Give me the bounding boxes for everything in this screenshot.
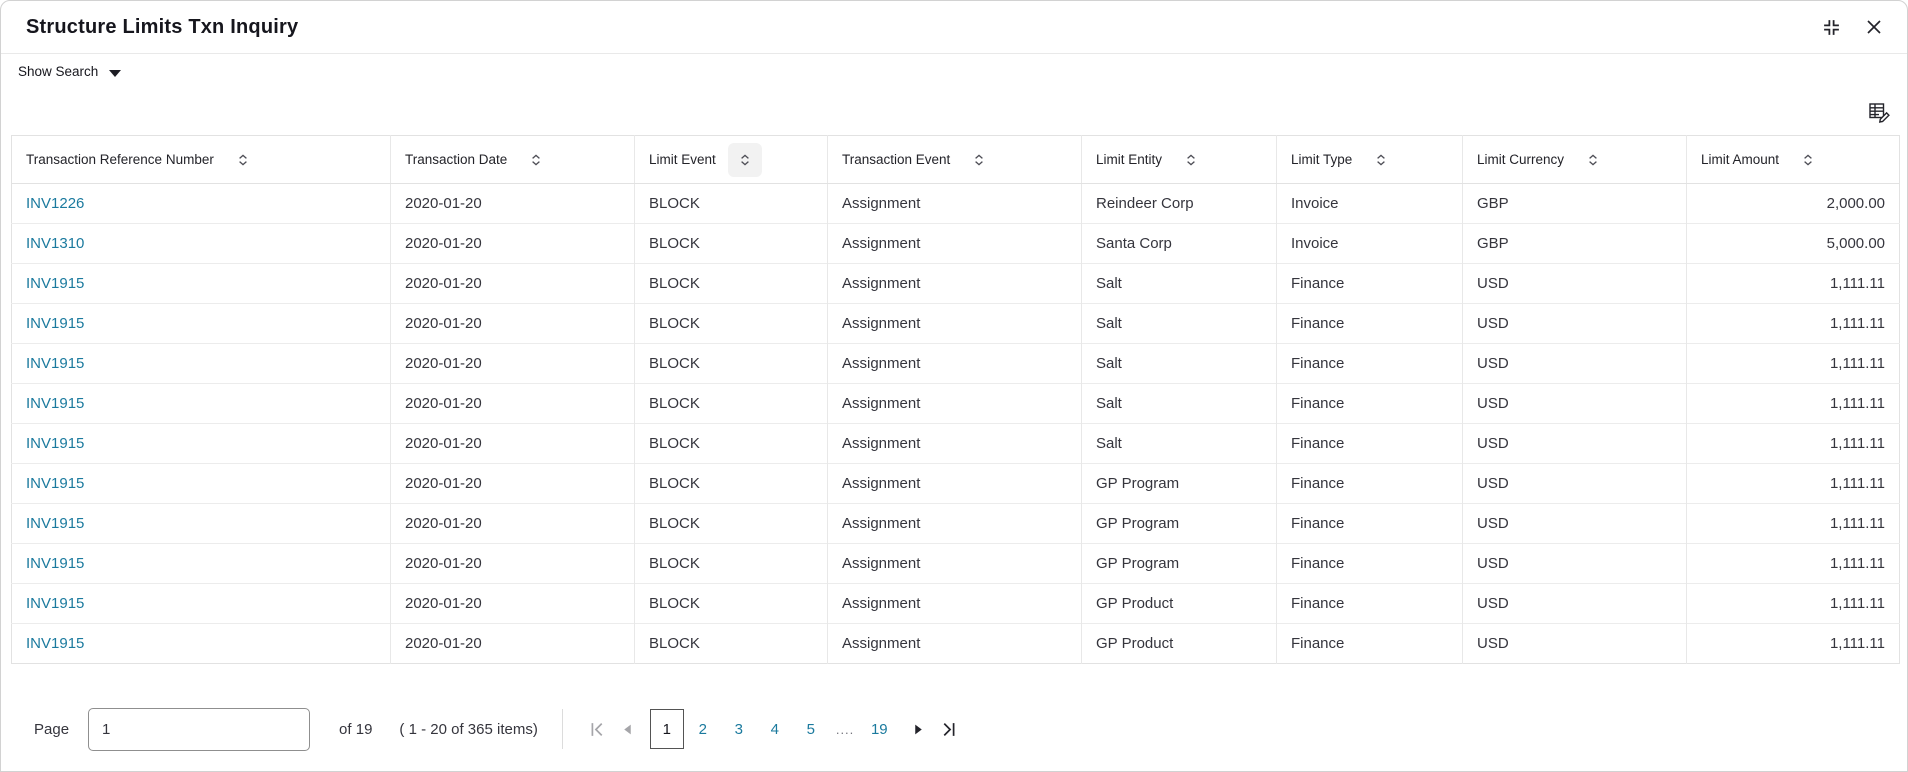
pagination-divider	[562, 709, 563, 749]
txn-ref-link[interactable]: INV1915	[26, 595, 85, 612]
cell-transaction-reference-number	[12, 184, 391, 224]
column-header-limit-amount[interactable]	[1687, 136, 1900, 184]
cell-transaction-event: Assignment	[828, 424, 1082, 464]
titlebar	[1, 1, 1907, 54]
show-search-toggle[interactable]	[14, 62, 125, 81]
cell-transaction-event: Assignment	[828, 224, 1082, 264]
cell-limit-amount: 1,111.11	[1687, 544, 1900, 584]
cell-limit-type: Invoice	[1277, 184, 1463, 224]
cell-limit-type: Finance	[1277, 304, 1463, 344]
transactions-table	[11, 135, 1900, 664]
cell-limit-type: Finance	[1277, 464, 1463, 504]
cell-limit-currency: USD	[1463, 464, 1687, 504]
page-number-input[interactable]	[88, 708, 310, 751]
table-row	[12, 264, 1900, 304]
cell-limit-entity: GP Program	[1082, 544, 1277, 584]
cell-transaction-event: Assignment	[828, 304, 1082, 344]
column-header-limit-type[interactable]	[1277, 136, 1463, 184]
show-search-label: Show Search	[18, 64, 99, 79]
page-link-4[interactable]: 4	[758, 709, 792, 749]
pager-controls	[583, 709, 963, 749]
cell-limit-type: Finance	[1277, 344, 1463, 384]
table-row	[12, 344, 1900, 384]
txn-ref-link[interactable]: INV1915	[26, 635, 85, 652]
txn-ref-link[interactable]: INV1915	[26, 355, 85, 372]
column-label: Limit Currency	[1477, 152, 1565, 167]
last-page-button[interactable]	[933, 709, 963, 749]
table-row	[12, 184, 1900, 224]
table-row	[12, 384, 1900, 424]
column-label: Transaction Event	[842, 152, 951, 167]
cell-limit-event: BLOCK	[635, 224, 828, 264]
cell-limit-currency: GBP	[1463, 184, 1687, 224]
txn-ref-link[interactable]: INV1915	[26, 475, 85, 492]
cell-limit-amount: 1,111.11	[1687, 504, 1900, 544]
cell-transaction-reference-number	[12, 504, 391, 544]
previous-page-button[interactable]	[613, 709, 643, 749]
cell-limit-entity: GP Product	[1082, 624, 1277, 664]
cell-limit-currency: USD	[1463, 504, 1687, 544]
cell-limit-event: BLOCK	[635, 264, 828, 304]
txn-ref-link[interactable]: INV1915	[26, 315, 85, 332]
column-label: Limit Entity	[1096, 152, 1163, 167]
cell-limit-type: Finance	[1277, 544, 1463, 584]
cell-limit-currency: USD	[1463, 304, 1687, 344]
cell-limit-event: BLOCK	[635, 344, 828, 384]
cell-limit-entity: Salt	[1082, 264, 1277, 304]
txn-ref-link[interactable]: INV1915	[26, 555, 85, 572]
cell-limit-entity: Salt	[1082, 424, 1277, 464]
table-row	[12, 624, 1900, 664]
page-link-1[interactable]: 1	[650, 709, 684, 749]
page-count-label: of 19	[339, 720, 373, 738]
page-link-5[interactable]: 5	[794, 709, 828, 749]
table-row	[12, 584, 1900, 624]
cell-limit-entity: Reindeer Corp	[1082, 184, 1277, 224]
cell-transaction-date: 2020-01-20	[391, 504, 635, 544]
cell-limit-entity: Salt	[1082, 344, 1277, 384]
cell-transaction-event: Assignment	[828, 264, 1082, 304]
cell-limit-amount: 1,111.11	[1687, 344, 1900, 384]
search-toggle-row	[14, 62, 125, 81]
cell-transaction-event: Assignment	[828, 464, 1082, 504]
table-tools	[1865, 99, 1893, 127]
txn-ref-link[interactable]: INV1310	[26, 235, 85, 252]
column-label: Transaction Reference Number	[26, 152, 214, 167]
collapse-button[interactable]	[1820, 16, 1843, 39]
edit-table-button[interactable]	[1865, 99, 1893, 127]
next-page-icon	[912, 723, 925, 736]
cell-limit-event: BLOCK	[635, 624, 828, 664]
cell-transaction-event: Assignment	[828, 544, 1082, 584]
last-page-icon	[940, 721, 957, 738]
cell-transaction-date: 2020-01-20	[391, 624, 635, 664]
sort-icon[interactable]	[226, 143, 260, 177]
cell-limit-event: BLOCK	[635, 304, 828, 344]
first-page-icon	[589, 721, 606, 738]
page-link-2[interactable]: 2	[686, 709, 720, 749]
cell-transaction-date: 2020-01-20	[391, 304, 635, 344]
cell-limit-amount: 1,111.11	[1687, 584, 1900, 624]
items-range-label: ( 1 - 20 of 365 items)	[399, 720, 538, 738]
cell-transaction-reference-number	[12, 384, 391, 424]
cell-limit-currency: GBP	[1463, 224, 1687, 264]
cell-limit-type: Invoice	[1277, 224, 1463, 264]
cell-limit-event: BLOCK	[635, 544, 828, 584]
cell-transaction-date: 2020-01-20	[391, 464, 635, 504]
cell-transaction-reference-number	[12, 544, 391, 584]
cell-transaction-date: 2020-01-20	[391, 544, 635, 584]
cell-limit-currency: USD	[1463, 584, 1687, 624]
cell-transaction-event: Assignment	[828, 344, 1082, 384]
cell-transaction-reference-number	[12, 224, 391, 264]
cell-limit-type: Finance	[1277, 624, 1463, 664]
cell-limit-type: Finance	[1277, 424, 1463, 464]
next-page-button[interactable]	[903, 709, 933, 749]
cell-transaction-reference-number	[12, 464, 391, 504]
column-header-limit-entity[interactable]	[1082, 136, 1277, 184]
table-header	[12, 136, 1900, 184]
cell-limit-entity: GP Product	[1082, 584, 1277, 624]
chevron-down-icon	[109, 70, 121, 77]
cell-limit-amount: 1,111.11	[1687, 624, 1900, 664]
cell-limit-event: BLOCK	[635, 504, 828, 544]
cell-limit-currency: USD	[1463, 264, 1687, 304]
txn-ref-link[interactable]: INV1915	[26, 275, 85, 292]
table-row	[12, 424, 1900, 464]
column-label: Limit Event	[649, 152, 716, 167]
page-ellipsis: ....	[830, 709, 860, 749]
sort-icon[interactable]	[1791, 143, 1825, 177]
cell-limit-event: BLOCK	[635, 184, 828, 224]
cell-limit-entity: GP Program	[1082, 504, 1277, 544]
column-header-transaction-reference-number[interactable]	[12, 136, 391, 184]
window-actions	[1820, 16, 1885, 39]
cell-transaction-date: 2020-01-20	[391, 424, 635, 464]
cell-limit-event: BLOCK	[635, 464, 828, 504]
cell-transaction-date: 2020-01-20	[391, 344, 635, 384]
cell-transaction-reference-number	[12, 424, 391, 464]
cell-transaction-date: 2020-01-20	[391, 184, 635, 224]
cell-limit-currency: USD	[1463, 624, 1687, 664]
cell-transaction-reference-number	[12, 304, 391, 344]
cell-limit-type: Finance	[1277, 504, 1463, 544]
cell-limit-currency: USD	[1463, 544, 1687, 584]
cell-limit-amount: 1,111.11	[1687, 304, 1900, 344]
cell-limit-currency: USD	[1463, 424, 1687, 464]
cell-limit-type: Finance	[1277, 264, 1463, 304]
page-link-19[interactable]: 19	[862, 709, 896, 749]
column-header-limit-event[interactable]	[635, 136, 828, 184]
cell-limit-amount: 1,111.11	[1687, 424, 1900, 464]
txn-ref-link[interactable]: INV1226	[26, 195, 85, 212]
cell-transaction-reference-number	[12, 264, 391, 304]
cell-limit-entity: Salt	[1082, 384, 1277, 424]
pagination-bar	[34, 705, 963, 753]
sort-icon[interactable]	[1174, 143, 1208, 177]
sort-icon[interactable]	[1576, 143, 1610, 177]
cell-limit-amount: 5,000.00	[1687, 224, 1900, 264]
column-header-transaction-date[interactable]	[391, 136, 635, 184]
cell-limit-entity: GP Program	[1082, 464, 1277, 504]
cell-limit-entity: Salt	[1082, 304, 1277, 344]
first-page-button[interactable]	[583, 709, 613, 749]
column-label: Transaction Date	[405, 152, 508, 167]
txn-ref-link[interactable]: INV1915	[26, 435, 85, 452]
cell-limit-amount: 2,000.00	[1687, 184, 1900, 224]
cell-limit-event: BLOCK	[635, 584, 828, 624]
close-icon	[1865, 18, 1883, 36]
cell-limit-amount: 1,111.11	[1687, 264, 1900, 304]
cell-transaction-event: Assignment	[828, 624, 1082, 664]
txn-ref-link[interactable]: INV1915	[26, 515, 85, 532]
cell-transaction-event: Assignment	[828, 184, 1082, 224]
sort-icon[interactable]	[519, 143, 553, 177]
page-title: Structure Limits Txn Inquiry	[26, 15, 299, 38]
sort-icon[interactable]	[962, 143, 996, 177]
cell-transaction-reference-number	[12, 624, 391, 664]
table-row	[12, 304, 1900, 344]
page-link-3[interactable]: 3	[722, 709, 756, 749]
sort-icon[interactable]	[1364, 143, 1398, 177]
cell-transaction-date: 2020-01-20	[391, 224, 635, 264]
txn-ref-link[interactable]: INV1915	[26, 395, 85, 412]
cell-transaction-reference-number	[12, 584, 391, 624]
table-row	[12, 464, 1900, 504]
column-header-transaction-event[interactable]	[828, 136, 1082, 184]
cell-limit-currency: USD	[1463, 384, 1687, 424]
column-label: Limit Type	[1291, 152, 1353, 167]
cell-transaction-date: 2020-01-20	[391, 384, 635, 424]
cell-limit-type: Finance	[1277, 584, 1463, 624]
cell-transaction-date: 2020-01-20	[391, 584, 635, 624]
cell-limit-type: Finance	[1277, 384, 1463, 424]
table-row	[12, 544, 1900, 584]
table-row	[12, 504, 1900, 544]
cell-transaction-event: Assignment	[828, 584, 1082, 624]
cell-transaction-date: 2020-01-20	[391, 264, 635, 304]
cell-limit-currency: USD	[1463, 344, 1687, 384]
cell-transaction-reference-number	[12, 344, 391, 384]
cell-transaction-event: Assignment	[828, 384, 1082, 424]
cell-limit-amount: 1,111.11	[1687, 464, 1900, 504]
cell-limit-amount: 1,111.11	[1687, 384, 1900, 424]
edit-table-icon	[1867, 101, 1891, 125]
page-label: Page	[34, 720, 70, 738]
collapse-icon	[1822, 18, 1841, 37]
previous-page-icon	[621, 723, 634, 736]
table-row	[12, 224, 1900, 264]
close-button[interactable]	[1863, 16, 1885, 38]
cell-limit-event: BLOCK	[635, 384, 828, 424]
column-header-limit-currency[interactable]	[1463, 136, 1687, 184]
cell-limit-event: BLOCK	[635, 424, 828, 464]
column-label: Limit Amount	[1701, 152, 1780, 167]
cell-transaction-event: Assignment	[828, 504, 1082, 544]
sort-icon[interactable]	[728, 143, 762, 177]
cell-limit-entity: Santa Corp	[1082, 224, 1277, 264]
